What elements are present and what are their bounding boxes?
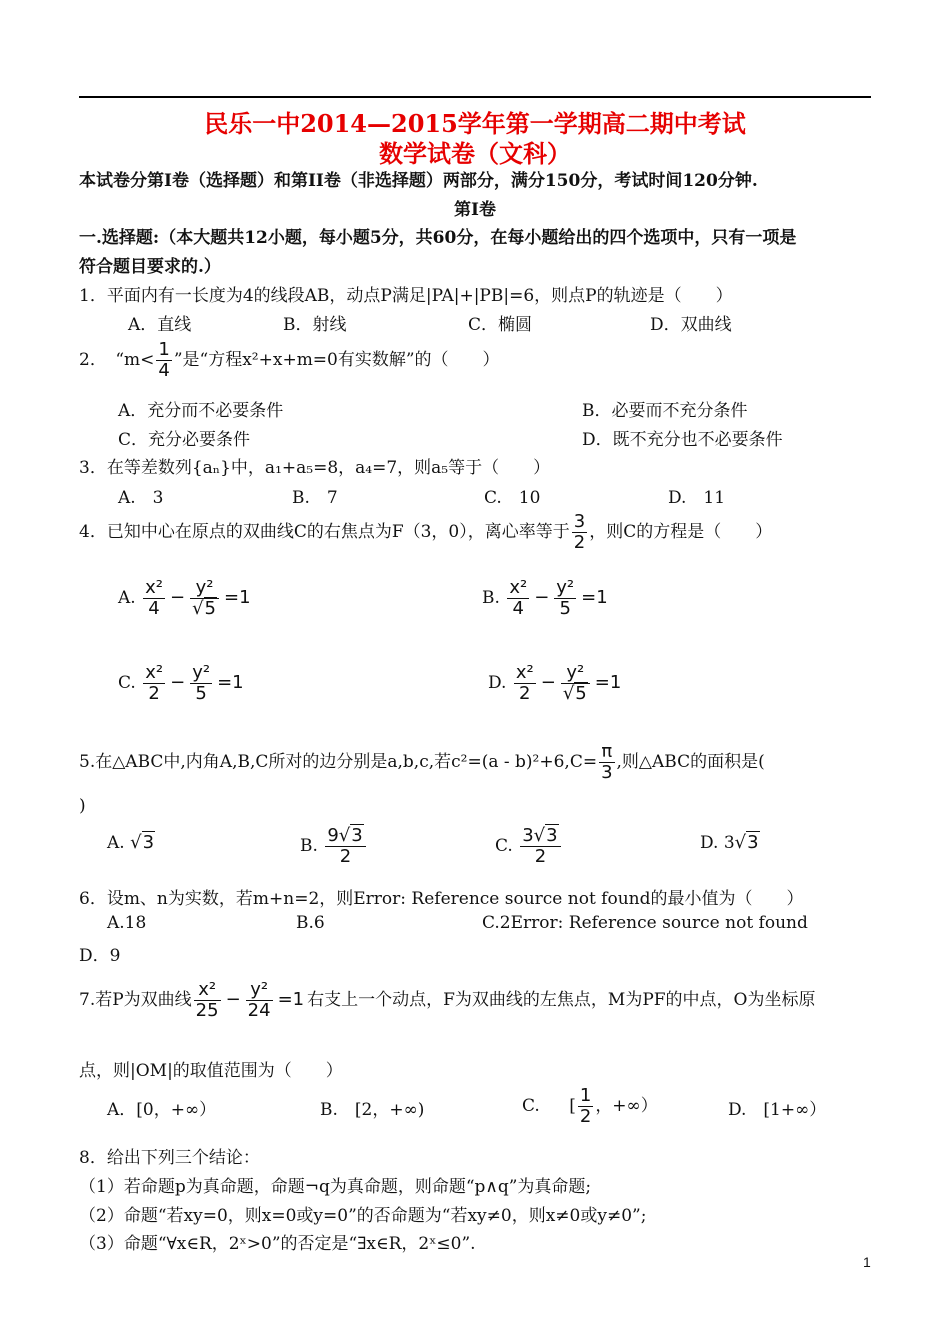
- frac-num: 9√3: [327, 825, 363, 846]
- option-label: B.: [482, 588, 500, 608]
- q2-option-b: B．必要而不充分条件: [582, 401, 748, 421]
- q5-option-c: [495, 826, 563, 867]
- intro-text: 本试卷分第Ⅰ卷（选择题）和第II卷（非选择题）两部分，满分150分，考试时间120分钟.: [79, 171, 758, 191]
- equals-one: =1: [217, 672, 244, 693]
- frac-num: y²: [192, 662, 211, 683]
- radicand: 5: [575, 683, 587, 704]
- q2-option-a: A．充分而不必要条件: [118, 401, 284, 421]
- question-1-stem: 1．平面内有一长度为4的线段AB，动点P满足|PA|+|PB|=6，则点P的轨迹是（ ）: [79, 286, 733, 306]
- q5-option-a: [107, 832, 155, 853]
- formula-x-term: [507, 578, 529, 619]
- option-label: A.: [118, 588, 136, 608]
- frac-num: x²: [145, 577, 163, 598]
- frac-den: 24: [247, 1000, 271, 1021]
- frac-num: y²: [250, 979, 269, 1000]
- coefficient: 3: [522, 825, 534, 846]
- frac-num: 3√3: [522, 825, 558, 846]
- frac-num: y²: [556, 577, 575, 598]
- q7-stem-b: 右支上一个动点，F为双曲线的左焦点，M为PF的中点，O为坐标原: [307, 990, 816, 1010]
- option-label: C.: [522, 1096, 540, 1116]
- frac-den: 2: [573, 532, 586, 553]
- formula-y-term: [246, 980, 273, 1021]
- q6-option-a: A.18: [107, 913, 147, 933]
- q7-option-c: [522, 1086, 658, 1127]
- q7-option-a: A．[0，+∞）: [107, 1100, 217, 1120]
- q6-option-c: C.2Error: Reference source not found: [482, 913, 808, 933]
- frac-num: y²: [195, 577, 214, 598]
- part1-heading: 一.选择题:（本大题共12小题，每小题5分，共60分，在每小题给出的四个选项中，只有一项是: [79, 228, 797, 248]
- q2-stem-a: 2． “m<: [79, 350, 155, 370]
- q4-option-b: [482, 578, 611, 619]
- q1-option-c: C．椭圆: [468, 315, 533, 335]
- formula-y-term: [554, 578, 576, 619]
- minus-sign: −: [534, 587, 550, 608]
- q8-item-1: （1）若命题p为真命题，命题¬q为真命题，则命题“p∧q”为真命题;: [79, 1177, 592, 1197]
- formula-y-term: [190, 663, 212, 704]
- question-3-stem: 3．在等差数列{aₙ}中，a₁+a₅=8，a₄=7，则a₅等于（ ）: [79, 458, 551, 478]
- section-title: 第Ⅰ卷: [454, 200, 496, 220]
- frac-den: 4: [158, 360, 170, 381]
- q8-item-2: （2）命题“若xy=0，则x=0或y=0”的否命题为“若xy≠0，则x≠0或y≠0”;: [79, 1206, 647, 1226]
- radicand: 3: [351, 825, 363, 846]
- radicand: 3: [546, 825, 558, 846]
- interval-left-bracket: [: [569, 1096, 576, 1116]
- frac-den: 3: [601, 762, 613, 783]
- coefficient: 3: [723, 833, 735, 853]
- q2-option-c: C．充分必要条件: [118, 430, 251, 450]
- frac-num: y²: [566, 662, 585, 683]
- question-4-stem: [79, 512, 772, 553]
- q2-option-d: D．既不充分也不必要条件: [582, 430, 783, 450]
- option-label: D.: [488, 673, 507, 693]
- q4-stem-a: 4．已知中心在原点的双曲线C的右焦点为F（3，0），离心率等于: [79, 522, 570, 542]
- q5-option-b: [300, 826, 368, 867]
- frac-num: 3: [573, 511, 586, 532]
- q6-option-d: D．9: [79, 946, 121, 966]
- minus-sign: −: [225, 989, 241, 1010]
- frac-den: 5: [559, 598, 571, 619]
- option-label: C.: [495, 836, 513, 856]
- frac-den: 5: [195, 683, 207, 704]
- option-label: A.: [107, 833, 125, 853]
- question-8-stem: 8．给出下列三个结论：: [79, 1148, 260, 1168]
- q3-option-c: C. 10: [484, 488, 541, 508]
- frac-den: 2: [579, 1106, 592, 1127]
- formula-y-term: [190, 578, 219, 619]
- frac-den: 2: [339, 846, 352, 867]
- q5-option-d: [700, 832, 760, 853]
- frac-num: x²: [515, 662, 534, 683]
- q4-option-d: [488, 663, 624, 704]
- frac-den: 25: [195, 1000, 219, 1021]
- frac-den: √5: [562, 683, 587, 704]
- equals-one: =1: [594, 672, 622, 693]
- q1-option-d: D．双曲线: [650, 315, 732, 335]
- q5-c-fraction: [520, 826, 560, 867]
- q5-b-fraction: [325, 826, 365, 867]
- formula-x-term: [143, 578, 165, 619]
- formula-x-term: [143, 663, 165, 704]
- sqrt-three: √3: [130, 832, 155, 853]
- page-number: 1: [863, 1254, 871, 1270]
- equals-one: =1: [277, 989, 305, 1010]
- q4-option-a: [118, 578, 254, 619]
- q5-stem-a: 5.在△ABC中,内角A,B,C所对的边分别是a,b,c,若c²=(a - b)²+6,C=: [79, 752, 598, 772]
- q1-option-b: B．射线: [283, 315, 347, 335]
- coefficient: 9: [327, 825, 339, 846]
- q3-option-d: D. 11: [668, 488, 726, 508]
- minus-sign: −: [169, 587, 186, 608]
- minus-sign: −: [170, 672, 186, 693]
- q5-stem-close: ): [79, 796, 86, 816]
- radicand: 3: [747, 832, 759, 853]
- question-7-stem: [79, 980, 816, 1021]
- frac-den: 2: [534, 846, 547, 867]
- q3-option-b: B. 7: [292, 488, 338, 508]
- option-label: B.: [300, 836, 318, 856]
- frac-den: 2: [519, 683, 531, 704]
- frac-den: 4: [148, 598, 160, 619]
- q7-option-d: D. [1+∞）: [728, 1100, 827, 1120]
- formula-y-term: [561, 663, 590, 704]
- q4-fraction: [572, 512, 587, 553]
- frac-num: x²: [145, 662, 164, 683]
- frac-num: 1: [579, 1085, 592, 1106]
- q6-option-b: B.6: [296, 913, 325, 933]
- frac-num: x²: [198, 979, 217, 1000]
- q3-option-a: A. 3: [118, 488, 164, 508]
- q2-stem-b: ”是“方程x²+x+m=0有实数解”的（ ）: [173, 350, 500, 370]
- formula-x-term: [514, 663, 536, 704]
- interval-right: ，+∞）: [595, 1096, 658, 1116]
- q5-stem-b: ,则△ABC的面积是(: [616, 752, 765, 772]
- equals-one: =1: [581, 587, 608, 608]
- question-6-stem: 6．设m、n为实数，若m+n=2，则Error: Reference source not found的最小值为（ ）: [79, 889, 804, 909]
- exam-subtitle: 数学试卷（文科）: [379, 139, 571, 168]
- formula-x-term: [194, 980, 221, 1021]
- frac-num: π: [601, 741, 613, 762]
- q8-item-3: （3）命题“∀x∈R，2ˣ>0”的否定是“∃x∈R，2ˣ≤0”.: [79, 1234, 476, 1254]
- minus-sign: −: [540, 672, 556, 693]
- option-label: C.: [118, 673, 136, 693]
- q7-stem-cont: 点，则|OM|的取值范围为（ ）: [79, 1061, 343, 1081]
- q4-option-c: [118, 663, 247, 704]
- q4-stem-b: ，则C的方程是（ ）: [589, 522, 773, 542]
- frac-den: √5: [192, 598, 216, 619]
- q2-fraction: [156, 340, 171, 381]
- q1-option-a: A．直线: [128, 315, 192, 335]
- option-label: D.: [700, 833, 719, 853]
- radicand: 3: [142, 832, 155, 853]
- sqrt-three: √3: [734, 832, 759, 853]
- frac-num: 1: [158, 339, 170, 360]
- q7-stem-a: 7.若P为双曲线: [79, 990, 192, 1010]
- exam-title: 民乐一中2014—2015学年第一学期高二期中考试: [204, 109, 746, 138]
- question-5-stem: [79, 742, 765, 783]
- q5-fraction: [599, 742, 614, 783]
- header-rule: [79, 96, 871, 98]
- q7-option-b: B. [2，+∞): [320, 1100, 425, 1120]
- frac-num: x²: [509, 577, 528, 598]
- q7-c-fraction: [578, 1086, 593, 1127]
- frac-den: 4: [512, 598, 524, 619]
- radicand: 5: [204, 598, 216, 619]
- frac-den: 2: [148, 683, 160, 704]
- equals-one: =1: [224, 587, 251, 608]
- part1-heading-cont: 符合题目要求的.）: [79, 257, 221, 277]
- question-2-stem: [79, 340, 500, 381]
